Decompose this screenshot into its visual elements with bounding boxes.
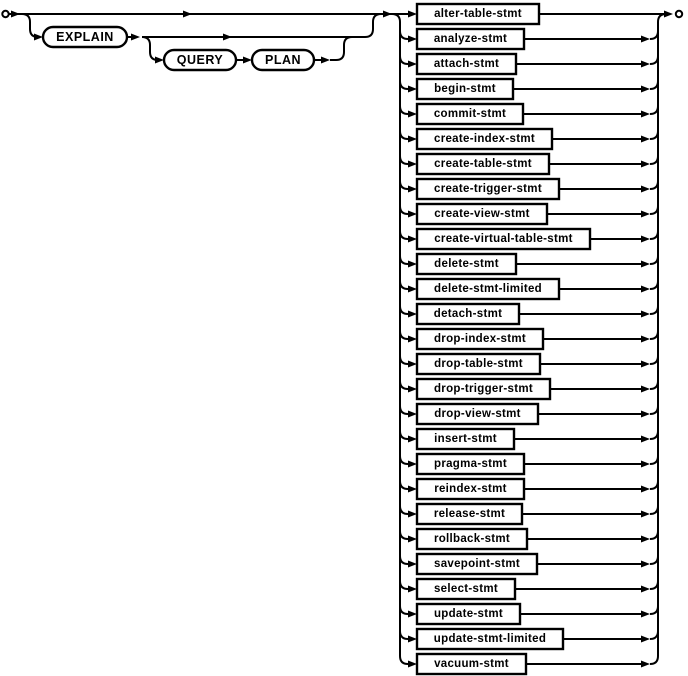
stmt-select-stmt[interactable] (417, 579, 515, 599)
arrowhead-icon (641, 636, 650, 643)
stmt-label: vacuum-stmt (434, 658, 509, 670)
connector (650, 206, 658, 214)
arrowhead-icon (408, 486, 417, 493)
connector (400, 131, 408, 139)
connector (650, 656, 658, 664)
stmt-label: pragma-stmt (434, 458, 507, 470)
stmt-vacuum-stmt[interactable] (417, 654, 526, 674)
arrowhead-icon (408, 86, 417, 93)
stmt-label: reindex-stmt (434, 483, 507, 495)
connector (400, 356, 408, 364)
connector (400, 431, 408, 439)
stmt-update-stmt-limited[interactable] (417, 629, 563, 649)
start-terminal-icon (2, 11, 8, 17)
connector (400, 606, 408, 614)
connector (400, 306, 408, 314)
stmt-label: drop-index-stmt (433, 333, 527, 345)
stmt-create-virtual-table-stmt[interactable] (417, 229, 590, 249)
arrowhead-icon (641, 311, 650, 318)
connector (400, 256, 408, 264)
stmt-release-stmt[interactable] (417, 504, 522, 524)
arrowhead-icon (243, 57, 252, 64)
end-terminal-icon (676, 11, 682, 17)
connector (650, 356, 658, 364)
arrowhead-icon (641, 286, 650, 293)
connector (650, 156, 658, 164)
connector (400, 631, 408, 639)
connector (400, 331, 408, 339)
keyword-label: QUERY (176, 53, 224, 67)
connector (400, 231, 408, 239)
stmt-drop-index-stmt[interactable] (417, 329, 543, 349)
arrowhead-icon (641, 36, 650, 43)
connector (400, 456, 408, 464)
arrowhead-icon (223, 34, 232, 41)
stmt-label: create-table-stmt (434, 158, 532, 170)
stmt-create-index-stmt[interactable] (417, 129, 552, 149)
arrowhead-icon (131, 34, 140, 41)
stmt-label: commit-stmt (433, 108, 507, 120)
arrowhead-icon (641, 86, 650, 93)
connector (400, 581, 408, 589)
arrowhead-icon (408, 336, 417, 343)
arrowhead-icon (641, 136, 650, 143)
connector (650, 231, 658, 239)
connector (400, 281, 408, 289)
connector (650, 181, 658, 189)
arrowhead-icon (664, 11, 673, 18)
stmt-label: create-virtual-table-stmt (434, 233, 573, 245)
connector (400, 31, 408, 39)
arrowhead-icon (408, 661, 417, 668)
stmt-label: delete-stmt-limited (434, 283, 542, 295)
arrowhead-icon (408, 161, 417, 168)
connector (365, 14, 381, 37)
connector (400, 181, 408, 189)
connector (650, 106, 658, 114)
connector (650, 531, 658, 539)
arrowhead-icon (641, 261, 650, 268)
arrowhead-icon (408, 136, 417, 143)
stmt-label: savepoint-stmt (434, 558, 520, 570)
arrowhead-icon (641, 461, 650, 468)
arrowhead-icon (321, 57, 330, 64)
arrowhead-icon (408, 461, 417, 468)
connector (400, 506, 408, 514)
stmt-label: insert-stmt (434, 433, 497, 445)
arrowhead-icon (641, 161, 650, 168)
stmt-label: create-index-stmt (434, 133, 535, 145)
connector (650, 131, 658, 139)
arrowhead-icon (155, 57, 164, 64)
arrowhead-icon (408, 636, 417, 643)
stmt-reindex-stmt[interactable] (417, 479, 524, 499)
connector (650, 331, 658, 339)
stmt-label: release-stmt (433, 508, 506, 520)
stmt-label: drop-trigger-stmt (433, 383, 534, 395)
connector (650, 281, 658, 289)
connector (650, 306, 658, 314)
stmt-delete-stmt-limited[interactable] (417, 279, 559, 299)
connector (330, 37, 352, 60)
arrowhead-icon (641, 661, 650, 668)
connector (650, 256, 658, 264)
arrowhead-icon (641, 386, 650, 393)
stmt-begin-stmt[interactable] (417, 79, 513, 99)
stmt-drop-view-stmt[interactable] (417, 404, 538, 424)
connector (22, 14, 38, 37)
connector (650, 556, 658, 564)
arrowhead-icon (408, 311, 417, 318)
arrowhead-icon (408, 186, 417, 193)
connector (142, 37, 158, 60)
stmt-label: detach-stmt (433, 308, 503, 320)
stmt-label: attach-stmt (433, 58, 500, 70)
arrowhead-icon (641, 111, 650, 118)
stmt-attach-stmt[interactable] (417, 54, 516, 74)
arrowhead-icon (641, 511, 650, 518)
stmt-label: drop-table-stmt (434, 358, 523, 370)
connector (400, 106, 408, 114)
arrowhead-icon (641, 561, 650, 568)
stmt-pragma-stmt[interactable] (417, 454, 524, 474)
stmt-create-table-stmt[interactable] (417, 154, 549, 174)
stmt-analyze-stmt[interactable] (417, 29, 524, 49)
arrowhead-icon (408, 536, 417, 543)
arrowhead-icon (183, 11, 192, 18)
arrowhead-icon (408, 586, 417, 593)
arrowhead-icon (408, 111, 417, 118)
stmt-create-view-stmt[interactable] (417, 204, 547, 224)
arrowhead-icon (408, 386, 417, 393)
stmt-alter-table-stmt[interactable] (417, 4, 539, 24)
arrowhead-icon (408, 61, 417, 68)
connector (650, 81, 658, 89)
connector (400, 531, 408, 539)
arrowhead-icon (641, 611, 650, 618)
arrowhead-icon (408, 11, 417, 18)
arrowhead-icon (641, 411, 650, 418)
connector (650, 606, 658, 614)
stmt-label: update-stmt (433, 608, 504, 620)
keyword-label: PLAN (264, 53, 302, 67)
stmt-label: delete-stmt (434, 258, 499, 270)
stmt-drop-trigger-stmt[interactable] (417, 379, 550, 399)
arrowhead-icon (408, 561, 417, 568)
stmt-savepoint-stmt[interactable] (417, 554, 537, 574)
connector (650, 56, 658, 64)
stmt-update-stmt[interactable] (417, 604, 520, 624)
stmt-detach-stmt[interactable] (417, 304, 519, 324)
arrowhead-icon (641, 211, 650, 218)
arrowhead-icon (408, 411, 417, 418)
arrowhead-icon (641, 361, 650, 368)
connector (392, 14, 400, 22)
connector (650, 631, 658, 639)
arrowhead-icon (408, 236, 417, 243)
arrowhead-icon (408, 436, 417, 443)
stmt-insert-stmt[interactable] (417, 429, 514, 449)
arrowhead-icon (408, 286, 417, 293)
arrowhead-icon (408, 261, 417, 268)
connector (400, 381, 408, 389)
connector (650, 506, 658, 514)
keyword-plan (252, 50, 314, 70)
connector (400, 556, 408, 564)
arrowhead-icon (383, 11, 392, 18)
connector (650, 481, 658, 489)
stmt-delete-stmt[interactable] (417, 254, 516, 274)
stmt-label: analyze-stmt (433, 33, 508, 45)
arrowhead-icon (641, 336, 650, 343)
arrowhead-icon (11, 11, 20, 18)
arrowhead-icon (641, 236, 650, 243)
stmt-label: begin-stmt (434, 83, 496, 95)
stmt-label: update-stmt-limited (433, 633, 547, 645)
stmt-label: rollback-stmt (433, 533, 511, 545)
stmt-create-trigger-stmt[interactable] (417, 179, 559, 199)
stmt-label: drop-view-stmt (434, 408, 521, 420)
arrowhead-icon (408, 611, 417, 618)
connector (400, 481, 408, 489)
stmt-rollback-stmt[interactable] (417, 529, 527, 549)
arrowhead-icon (641, 536, 650, 543)
connector (650, 431, 658, 439)
connector (400, 81, 408, 89)
connector (650, 456, 658, 464)
keyword-query (164, 50, 236, 70)
arrowhead-icon (641, 486, 650, 493)
arrowhead-icon (641, 586, 650, 593)
connector (400, 406, 408, 414)
arrowhead-icon (408, 36, 417, 43)
arrowhead-icon (641, 186, 650, 193)
arrowhead-icon (408, 511, 417, 518)
keyword-explain (43, 27, 127, 47)
keyword-label: EXPLAIN (56, 30, 114, 44)
connector (650, 31, 658, 39)
arrowhead-icon (408, 211, 417, 218)
stmt-label: create-trigger-stmt (434, 183, 542, 195)
arrowhead-icon (641, 61, 650, 68)
connector (400, 656, 408, 664)
stmt-label: select-stmt (433, 583, 499, 595)
connector (400, 56, 408, 64)
stmt-label: create-view-stmt (434, 208, 530, 220)
connector (400, 206, 408, 214)
arrowhead-icon (641, 436, 650, 443)
connector (400, 156, 408, 164)
stmt-drop-table-stmt[interactable] (417, 354, 540, 374)
arrowhead-icon (34, 34, 43, 41)
stmt-label: alter-table-stmt (434, 8, 522, 20)
connector (650, 406, 658, 414)
connector (650, 581, 658, 589)
connector (650, 381, 658, 389)
arrowhead-icon (408, 361, 417, 368)
stmt-commit-stmt[interactable] (417, 104, 523, 124)
